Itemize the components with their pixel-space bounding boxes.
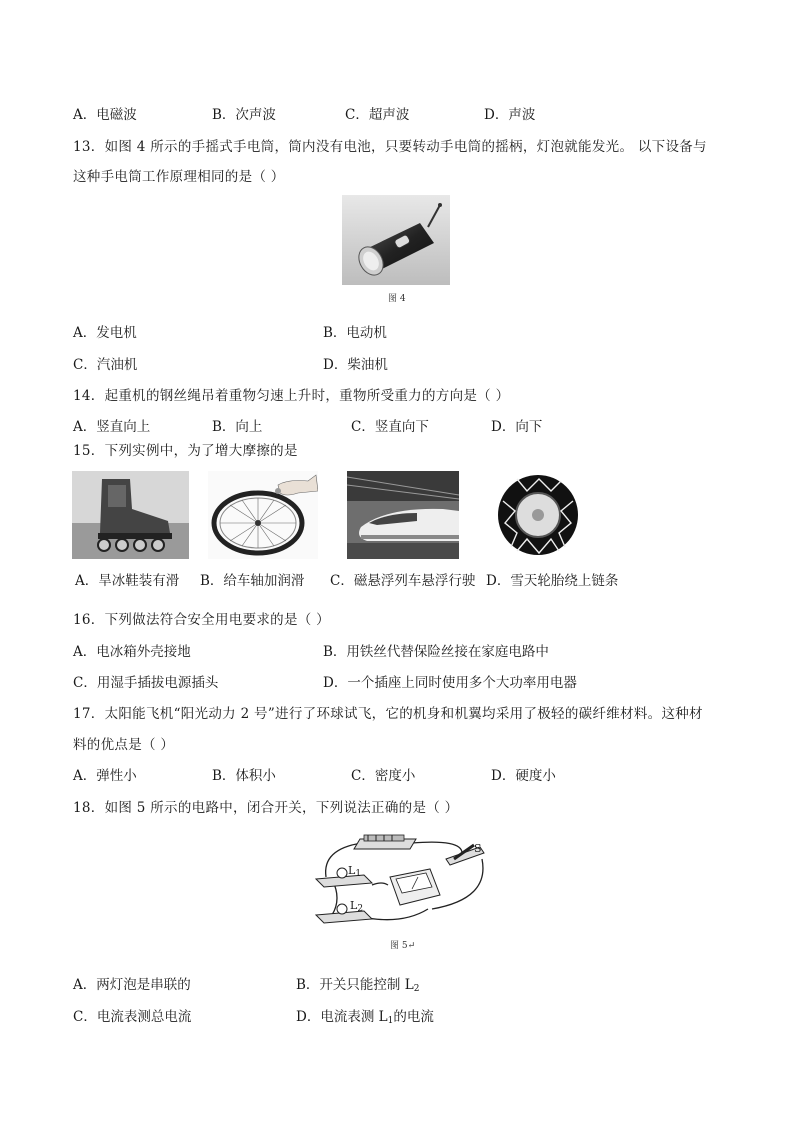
- q13-stem-line2: 这种手电筒工作原理相同的是（ ）: [73, 169, 285, 185]
- q16-option-b: B．用铁丝代替保险丝接在家庭电路中: [323, 644, 549, 660]
- q13-option-d: D．柴油机: [323, 357, 388, 373]
- q12-option-a: A．电磁波: [73, 107, 137, 123]
- q13-option-b: B．电动机: [323, 325, 387, 341]
- q13-option-c: C．汽油机: [73, 357, 138, 373]
- q17-option-d: D．硬度小: [491, 768, 556, 784]
- q17-option-c: C．密度小: [351, 768, 416, 784]
- q12-option-d: D．声波: [484, 107, 536, 123]
- q18-option-d: D．电流表测 $L_1$的电流: [296, 1009, 434, 1026]
- circuit-diagram: [312, 829, 492, 933]
- q18-stem: 18．如图 5 所示的电路中，闭合开关，下列说法正确的是（ ）: [73, 800, 459, 816]
- figure-5-caption: 图 5↵: [390, 941, 416, 951]
- q12-option-c: C．超声波: [345, 107, 410, 123]
- figure-4-caption: 图 4: [388, 294, 406, 304]
- q18-option-a: A．两灯泡是串联的: [73, 977, 191, 993]
- q14-stem: 14．起重机的钢丝绳吊着重物匀速上升时，重物所受重力的方向是（ ）: [73, 388, 510, 404]
- switch-label: S: [474, 842, 482, 855]
- tire-chain-photo: [497, 471, 579, 559]
- q14-option-b: B．向上: [212, 419, 263, 435]
- q15-stem: 15．下列实例中，为了增大摩擦的是: [73, 443, 298, 459]
- q13-stem-line1: 13．如图 4 所示的手摇式手电筒，筒内没有电池，只要转动手电筒的摇柄，灯泡就能发光。 以下设备与: [73, 139, 707, 155]
- q15-option-b: B．给车轴加润滑: [200, 573, 305, 589]
- q14-option-d: D．向下: [491, 419, 543, 435]
- q18-option-b: B．开关只能控制 $L_2$: [296, 977, 420, 994]
- q17-stem-line2: 料的优点是（ ）: [73, 737, 175, 753]
- lamp-l2-label: $L_2$: [350, 899, 364, 914]
- flashlight-figure: [342, 195, 450, 285]
- q14-option-a: A．竖直向上: [73, 419, 151, 435]
- q15-option-c: C．磁悬浮列车悬浮行驶: [330, 573, 476, 589]
- q17-option-a: A．弹性小: [73, 768, 137, 784]
- maglev-train-photo: [347, 471, 459, 559]
- roller-skate-photo: [72, 471, 189, 559]
- q17-stem-line1: 17．太阳能飞机“阳光动力 2 号”进行了环球试飞，它的机身和机翼均采用了极轻的碳纤维材料。这种材: [73, 706, 703, 722]
- q17-option-b: B．体积小: [212, 768, 276, 784]
- lamp-l1-label: $L_1$: [348, 864, 362, 879]
- q15-option-a: A．旱冰鞋装有滑: [75, 573, 180, 589]
- q16-option-d: D．一个插座上同时使用多个大功率用电器: [323, 675, 577, 691]
- bicycle-wheel-photo: [208, 471, 318, 559]
- q18-option-c: C．电流表测总电流: [73, 1009, 192, 1025]
- q12-option-b: B．次声波: [212, 107, 276, 123]
- q14-option-c: C．竖直向下: [351, 419, 429, 435]
- q13-option-a: A．发电机: [73, 325, 137, 341]
- q16-option-a: A．电冰箱外壳接地: [73, 644, 191, 660]
- q16-stem: 16．下列做法符合安全用电要求的是（ ）: [73, 612, 330, 628]
- q16-option-c: C．用湿手插拔电源插头: [73, 675, 219, 691]
- q15-option-d: D．雪天轮胎绕上链条: [486, 573, 619, 589]
